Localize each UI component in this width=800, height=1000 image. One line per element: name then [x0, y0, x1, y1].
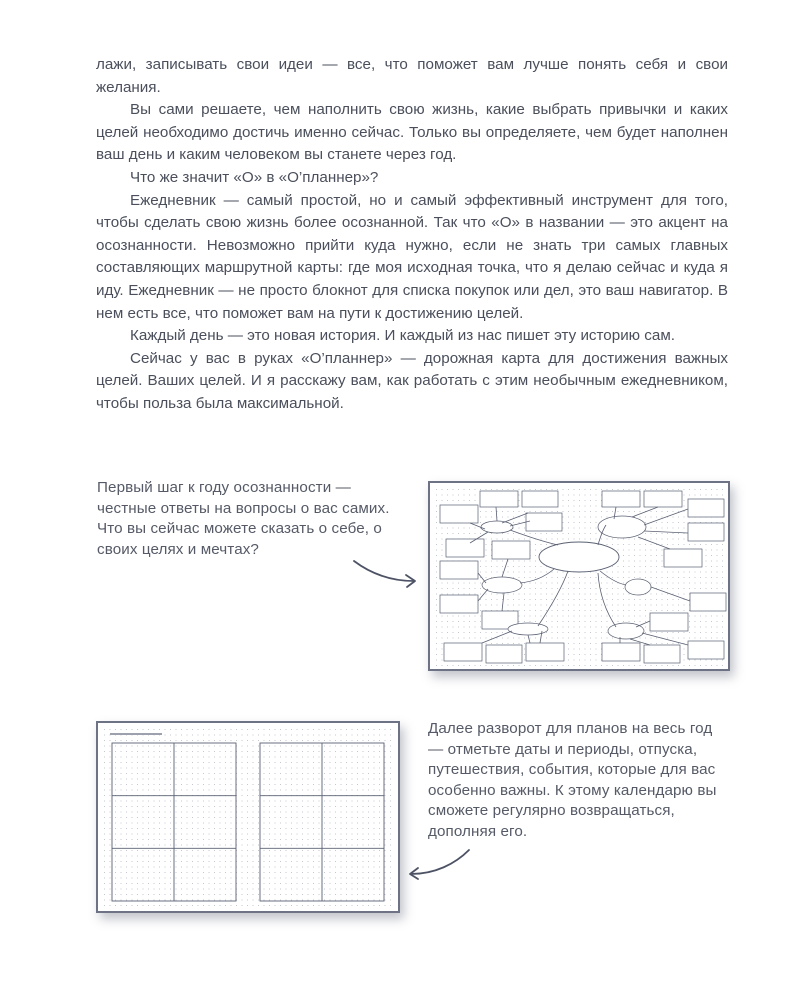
mindmap-connector	[528, 635, 530, 643]
mindmap-connector	[502, 593, 504, 611]
mindmap-box	[644, 491, 682, 507]
calendar-illustration	[98, 723, 398, 911]
arrow-left-icon	[405, 846, 475, 882]
calendar-caption: Далее разворот для планов на весь год — отметьте даты и периоды, отпуска, путешествия, события, которые для вас особенно важны. К этому календарю вы сможете регулярно возвращаться, дополняя его.	[428, 720, 717, 840]
mindmap-box	[440, 505, 478, 523]
calendar-figure	[96, 721, 400, 913]
mindmap-box	[440, 595, 478, 613]
mindmap-connector	[538, 571, 568, 626]
paragraph: Сейчас у вас в руках «О’планнер» — дорожная карта для достижения важных целей. Ваших целей. И я расскажу вам, как работать с этим необычным ежедневником, чтобы польза была максимальной.	[96, 349, 728, 412]
mindmap-connector	[496, 507, 497, 521]
mindmap-box	[664, 549, 702, 567]
mindmap-box	[480, 491, 518, 507]
paragraph: Вы сами решаете, чем наполнить свою жизнь, какие выбрать привычки и каких целей необходимо достичь именно сейчас. Только вы определяете, чем будет наполнен ваш день и каким человеком вы станете через год.	[96, 101, 728, 164]
mindmap-branch-ellipse	[625, 579, 651, 595]
mindmap-box	[486, 645, 522, 663]
calendar-heading	[110, 733, 162, 735]
mindmap-connector	[644, 531, 688, 533]
body-text	[96, 54, 728, 416]
mindmap-branch-ellipse	[481, 521, 513, 533]
dot-grid	[104, 729, 391, 906]
paragraph: Каждый день — это новая история. И каждый из нас пишет эту историю сам.	[130, 327, 675, 345]
mindmap-box	[650, 613, 688, 631]
mindmap-connector	[478, 573, 486, 583]
mindmap-box	[602, 491, 640, 507]
arrow-right-icon	[350, 555, 422, 595]
mindmap-box	[492, 541, 530, 559]
mindmap-connector	[502, 559, 508, 577]
mindmap-box	[526, 513, 562, 531]
mindmap-branch-ellipse	[482, 577, 522, 593]
mindmap-branch-ellipse	[608, 623, 644, 639]
mindmap-box	[688, 499, 724, 517]
mindmap-connector	[502, 513, 528, 523]
paragraph: Ежедневник — самый простой, но и самый эффективный инструмент для того, чтобы сделать свою жизнь более осознанной. Так что «О» в названии — это акцент на осознанности. Невозможно прийти куда нужно, если не знать три самых главных составляющих маршрутной карты: где моя исходная точка, что я делаю сейчас и куда я иду. Ежедневник — не просто блокнот для списка покупок или дел, это ваш навигатор. В нем есть все, что поможет вам на пути к достижению целей.	[96, 191, 728, 322]
mindmap-connector	[638, 537, 670, 549]
mindmap-connector	[520, 569, 554, 583]
paragraph: Что же значит «О» в «О’планнер»?	[130, 168, 379, 186]
mindmap-box	[690, 593, 726, 611]
mindmap-box	[644, 645, 680, 663]
mindmap-center-ellipse	[539, 542, 619, 572]
mindmap-illustration	[430, 483, 728, 669]
mindmap-box	[526, 643, 564, 661]
mindmap-caption: Первый шаг к году осознанности — честные ответы на вопросы о вас самих. Что вы сейчас можете сказать о себе, о своих целях и мечтах?	[97, 479, 390, 558]
mindmap-box	[522, 491, 558, 507]
mindmap-figure	[428, 481, 730, 671]
mindmap-connector	[636, 621, 650, 627]
mindmap-box	[446, 539, 484, 557]
mindmap-box	[688, 641, 724, 659]
dot-grid	[436, 489, 723, 666]
mindmap-box	[602, 643, 640, 661]
mindmap-box	[440, 561, 478, 579]
paragraph: лажи, записывать свои идеи — все, что поможет вам лучше понять себя и свои желания.	[96, 56, 728, 96]
mindmap-box	[688, 523, 724, 541]
mindmap-box	[444, 643, 482, 661]
mindmap-connector	[632, 507, 658, 517]
mindmap-connector	[642, 633, 688, 645]
